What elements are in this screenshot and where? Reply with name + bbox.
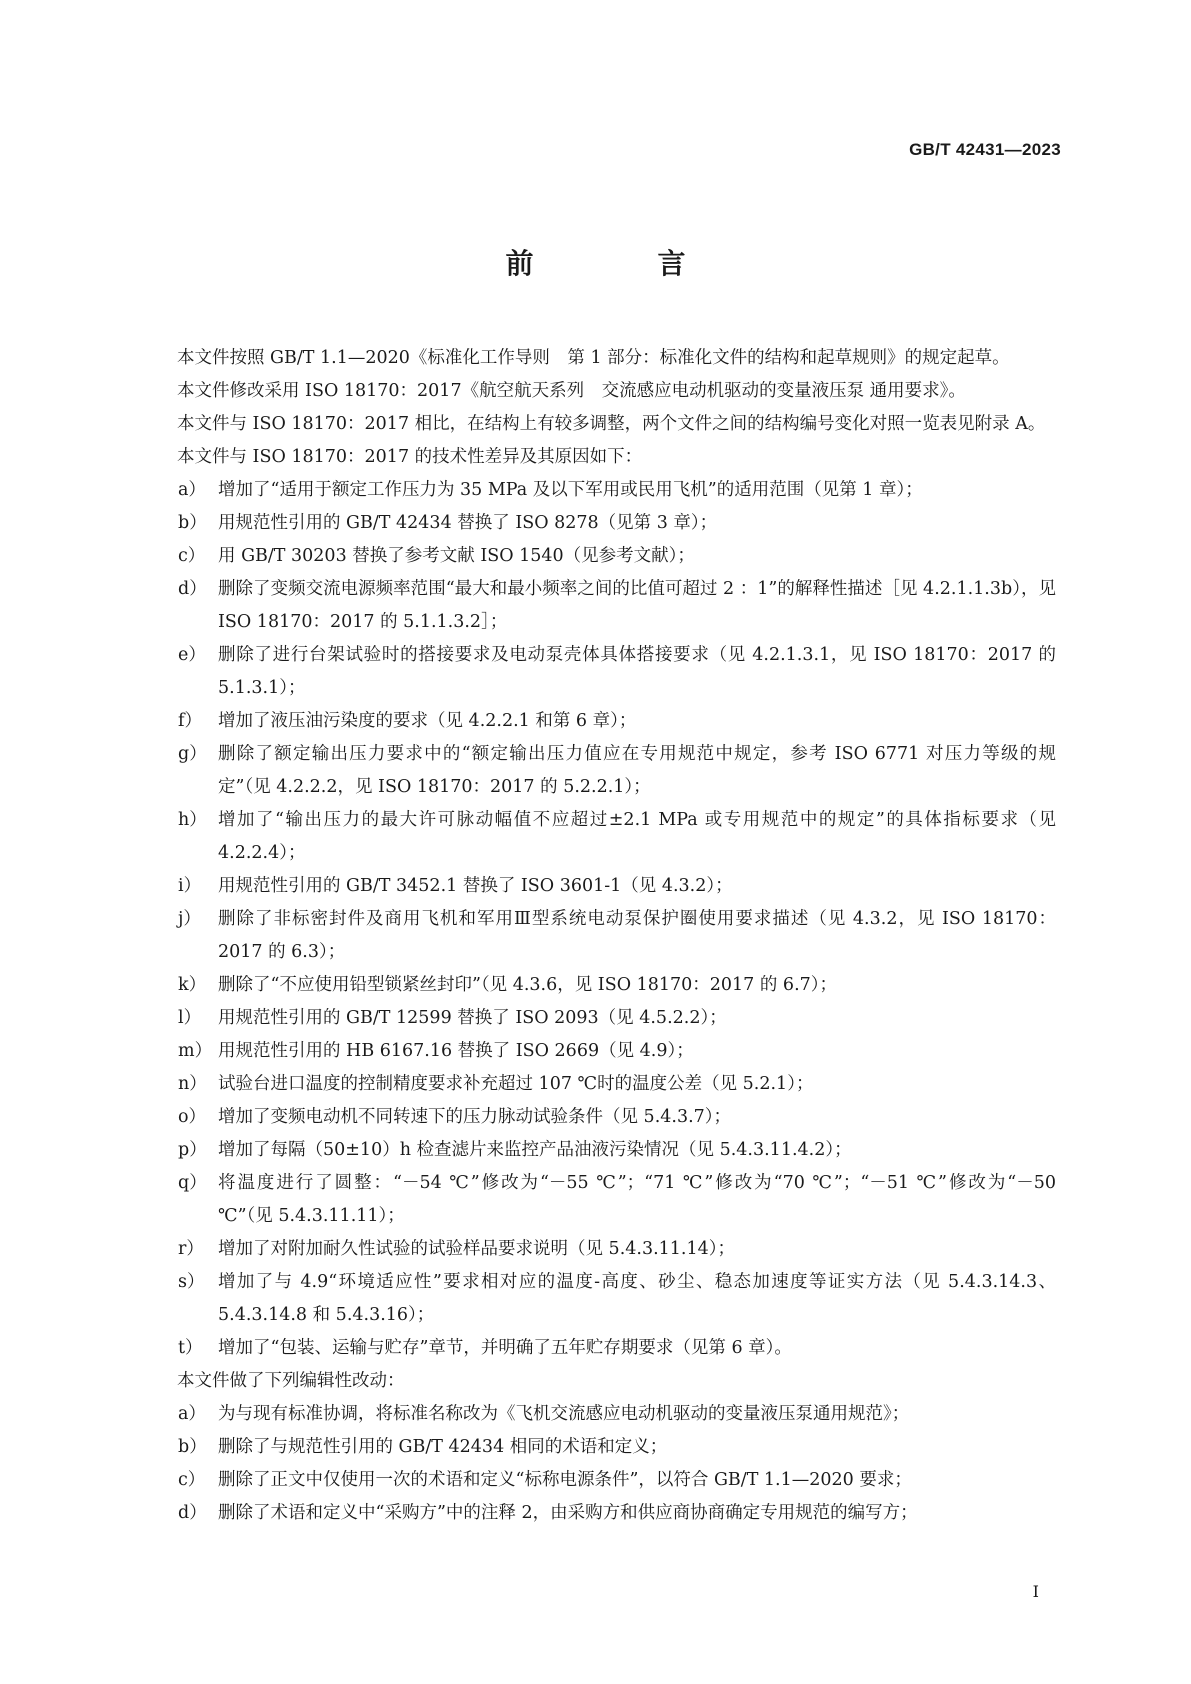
list-marker: j） xyxy=(178,909,201,929)
list-item xyxy=(142,738,1056,804)
list-item xyxy=(142,969,1056,1002)
list-marker: e） xyxy=(178,645,206,665)
list-item xyxy=(142,540,1056,573)
list-marker: h） xyxy=(178,810,207,830)
list-item-text: 删除了进行台架试验时的搭接要求及电动泵壳体具体搭接要求（见 4.2.1.3.1，见 ISO 18170：2017 的 5.1.3.1）； xyxy=(218,645,1056,698)
list-item-text: 将温度进行了圆整：“－54 ℃”修改为“－55 ℃”；“71 ℃”修改为“70 ℃”；“－51 ℃”修改为“－50 ℃”（见 5.4.3.11.11）； xyxy=(218,1173,1056,1226)
list-item-text: 增加了对附加耐久性试验的试验样品要求说明（见 5.4.3.11.14）； xyxy=(218,1239,736,1259)
list-item-text: 用规范性引用的 GB/T 12599 替换了 ISO 2093（见 4.5.2.2）； xyxy=(218,1008,727,1028)
list-item-text: 删除了额定输出压力要求中的“额定输出压力值应在专用规范中规定，参考 ISO 6771 对压力等级的规定”（见 4.2.2.2，见 ISO 18170：2017 的 5.2.2.1）； xyxy=(218,744,1056,797)
list-item xyxy=(142,1332,1056,1365)
list-marker: c） xyxy=(178,1470,206,1490)
list-item-text: 删除了“不应使用铅型锁紧丝封印”（见 4.3.6，见 ISO 18170：2017 的 6.7）； xyxy=(218,975,838,995)
document-body xyxy=(142,342,1056,1530)
list-marker: s） xyxy=(178,1272,205,1292)
list-item xyxy=(142,639,1056,705)
list-marker: o） xyxy=(178,1107,207,1127)
technical-differences-list xyxy=(142,474,1056,1365)
editorial-changes-list xyxy=(142,1398,1056,1530)
list-item xyxy=(142,1431,1056,1464)
list-item-text: 增加了液压油污染度的要求（见 4.2.2.1 和第 6 章）； xyxy=(218,711,637,731)
list-item-text: 试验台进口温度的控制精度要求补充超过 107 ℃时的温度公差（见 5.2.1）； xyxy=(218,1074,814,1094)
intro-paragraph: 本文件修改采用 ISO 18170：2017《航空航天系列 交流感应电动机驱动的变量液压泵 通用要求》。 xyxy=(177,381,966,401)
list-item xyxy=(142,870,1056,903)
list-item xyxy=(142,1101,1056,1134)
list-item-text: 删除了与规范性引用的 GB/T 42434 相同的术语和定义； xyxy=(218,1437,668,1457)
list-item xyxy=(142,903,1056,969)
list-item-text: 用规范性引用的 GB/T 3452.1 替换了 ISO 3601-1（见 4.3.2）； xyxy=(218,876,733,896)
editorial-intro: 本文件做了下列编辑性改动： xyxy=(177,1371,405,1391)
list-item-text: 增加了“包装、运输与贮存”章节，并明确了五年贮存期要求（见第 6 章）。 xyxy=(218,1338,792,1358)
list-item-text: 增加了变频电动机不同转速下的压力脉动试验条件（见 5.4.3.7）； xyxy=(218,1107,732,1127)
list-item-text: 删除了正文中仅使用一次的术语和定义“标称电源条件”，以符合 GB/T 1.1—2020 要求； xyxy=(218,1470,912,1490)
list-marker: a） xyxy=(178,480,206,500)
list-item-text: 删除了变频交流电源频率范围“最大和最小频率之间的比值可超过 2 ：1”的解释性描述［见 4.2.1.1.3b），见 ISO 18170：2017 的 5.1.1.3.2］； xyxy=(218,579,1056,632)
list-item xyxy=(142,1134,1056,1167)
list-item xyxy=(142,1167,1056,1233)
list-marker: i） xyxy=(178,876,202,896)
list-item xyxy=(142,507,1056,540)
list-item xyxy=(142,1035,1056,1068)
list-marker: b） xyxy=(178,513,207,533)
standard-code: GB/T 42431—2023 xyxy=(909,140,1061,159)
list-item-text: 删除了非标密封件及商用飞机和军用Ⅲ型系统电动泵保护圈使用要求描述（见 4.3.2，见 ISO 18170：2017 的 6.3）； xyxy=(218,909,1056,962)
list-marker: d） xyxy=(178,1503,207,1523)
list-marker: d） xyxy=(178,579,207,599)
list-marker: k） xyxy=(178,975,207,995)
list-item xyxy=(142,705,1056,738)
list-item xyxy=(142,474,1056,507)
list-item-text: 为与现有标准协调，将标准名称改为《飞机交流感应电动机驱动的变量液压泵通用规范》； xyxy=(218,1404,910,1424)
list-item xyxy=(142,1464,1056,1497)
page-title: 前 言 xyxy=(505,247,734,280)
list-marker: n） xyxy=(178,1074,207,1094)
list-marker: q） xyxy=(178,1173,207,1193)
list-item xyxy=(142,804,1056,870)
list-marker: f） xyxy=(178,711,202,731)
intro-paragraph: 本文件与 ISO 18170：2017 的技术性差异及其原因如下： xyxy=(177,447,643,467)
list-item-text: 增加了与 4.9“环境适应性”要求相对应的温度-高度、砂尘、稳态加速度等证实方法（见 5.4.3.14.3、5.4.3.14.8 和 5.4.3.16）； xyxy=(218,1272,1056,1325)
list-item-text: 用规范性引用的 GB/T 42434 替换了 ISO 8278（见第 3 章）； xyxy=(218,513,718,533)
list-marker: l） xyxy=(178,1008,202,1028)
list-item xyxy=(142,1497,1056,1530)
page-number: Ⅰ xyxy=(1032,1582,1039,1601)
list-item-text: 删除了术语和定义中“采购方”中的注释 2，由采购方和供应商协商确定专用规范的编写方； xyxy=(218,1503,918,1523)
intro-paragraph: 本文件与 ISO 18170：2017 相比，在结构上有较多调整，两个文件之间的结构编号变化对照一览表见附录 A。 xyxy=(177,414,1046,434)
list-item-text: 增加了“适用于额定工作压力为 35 MPa 及以下军用或民用飞机”的适用范围（见第 1 章）； xyxy=(218,480,923,500)
list-marker: g） xyxy=(178,744,207,764)
list-item-text: 用 GB/T 30203 替换了参考文献 ISO 1540（见参考文献）； xyxy=(218,546,695,566)
list-item-text: 增加了“输出压力的最大许可脉动幅值不应超过±2.1 MPa 或专用规范中的规定”的具体指标要求（见 4.2.2.4）； xyxy=(218,810,1056,863)
list-item xyxy=(142,1266,1056,1332)
list-marker: c） xyxy=(178,546,206,566)
list-item-text: 增加了每隔（50±10）h 检查滤片来监控产品油液污染情况（见 5.4.3.11.4.2）； xyxy=(218,1140,852,1160)
list-marker: a） xyxy=(178,1404,206,1424)
list-item xyxy=(142,1233,1056,1266)
list-item-text: 用规范性引用的 HB 6167.16 替换了 ISO 2669（见 4.9）； xyxy=(218,1041,694,1061)
list-marker: t） xyxy=(178,1338,203,1358)
list-item xyxy=(142,1068,1056,1101)
list-item xyxy=(142,1002,1056,1035)
intro-paragraph: 本文件按照 GB/T 1.1—2020《标准化工作导则 第 1 部分：标准化文件的结构和起草规则》的规定起草。 xyxy=(177,348,1010,368)
list-marker: b） xyxy=(178,1437,207,1457)
list-marker: r） xyxy=(178,1239,204,1259)
list-item xyxy=(142,573,1056,639)
list-item xyxy=(142,1398,1056,1431)
list-marker: m） xyxy=(178,1041,213,1061)
list-marker: p） xyxy=(178,1140,207,1160)
